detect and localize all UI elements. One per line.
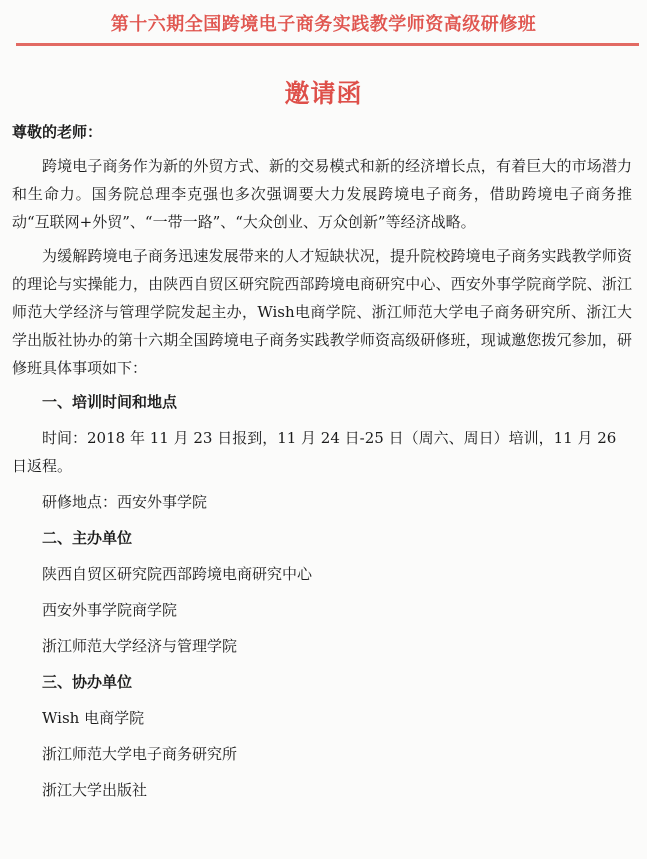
co-organizer-item: Wish 电商学院 [42, 709, 145, 727]
section-heading-time-place: 一、培训时间和地点 [42, 393, 178, 411]
section-heading-co-organizers: 三、协办单位 [42, 673, 133, 691]
organizer-item: 浙江师范大学经济与管理学院 [42, 637, 238, 655]
section-heading-organizers: 二、主办单位 [42, 529, 133, 547]
header-title: 第十六期全国跨境电子商务实践教学师资高级研修班 [110, 14, 537, 35]
organizer-item: 陕西自贸区研究院西部跨境电商研究中心 [42, 565, 313, 583]
co-organizer-item: 浙江师范大学电子商务研究所 [42, 745, 238, 763]
location-line: 研修地点：西安外事学院 [42, 493, 208, 511]
header-divider [16, 43, 639, 46]
document-title: 邀请函 [284, 79, 363, 108]
letter-body [12, 118, 632, 812]
salutation: 尊敬的老师： [12, 123, 103, 141]
paragraph-intro: 跨境电子商务作为新的外贸方式、新的交易模式和新的经济增长点，有着巨大的市场潜力和生命力。国务院总理李克强也多次强调要大力发展跨境电子商务，借助跨境电子商务推动“互联网+外贸”、“一带一路”、“大众创业、万众创新”等经济战略。 [12, 157, 632, 231]
time-line: 时间：2018 年 11 月 23 日报到，11 月 24 日-25 日（周六、周日）培训，11 月 26 日返程。 [12, 429, 617, 475]
organizer-item: 西安外事学院商学院 [42, 601, 178, 619]
co-organizer-item: 浙江大学出版社 [42, 781, 148, 799]
paragraph-purpose: 为缓解跨境电子商务迅速发展带来的人才短缺状况，提升院校跨境电子商务实践教学师资的理论与实操能力，由陕西自贸区研究院西部跨境电商研究中心、西安外事学院商学院、浙江师范大学经济与管理学院发起主办，Wish电商学院、浙江师范大学电子商务研究所、浙江大学出版社协办的第十六期全国跨境电子商务实践教学师资高级研修班，现诚邀您拨冗参加，研修班具体事项如下： [12, 247, 632, 377]
